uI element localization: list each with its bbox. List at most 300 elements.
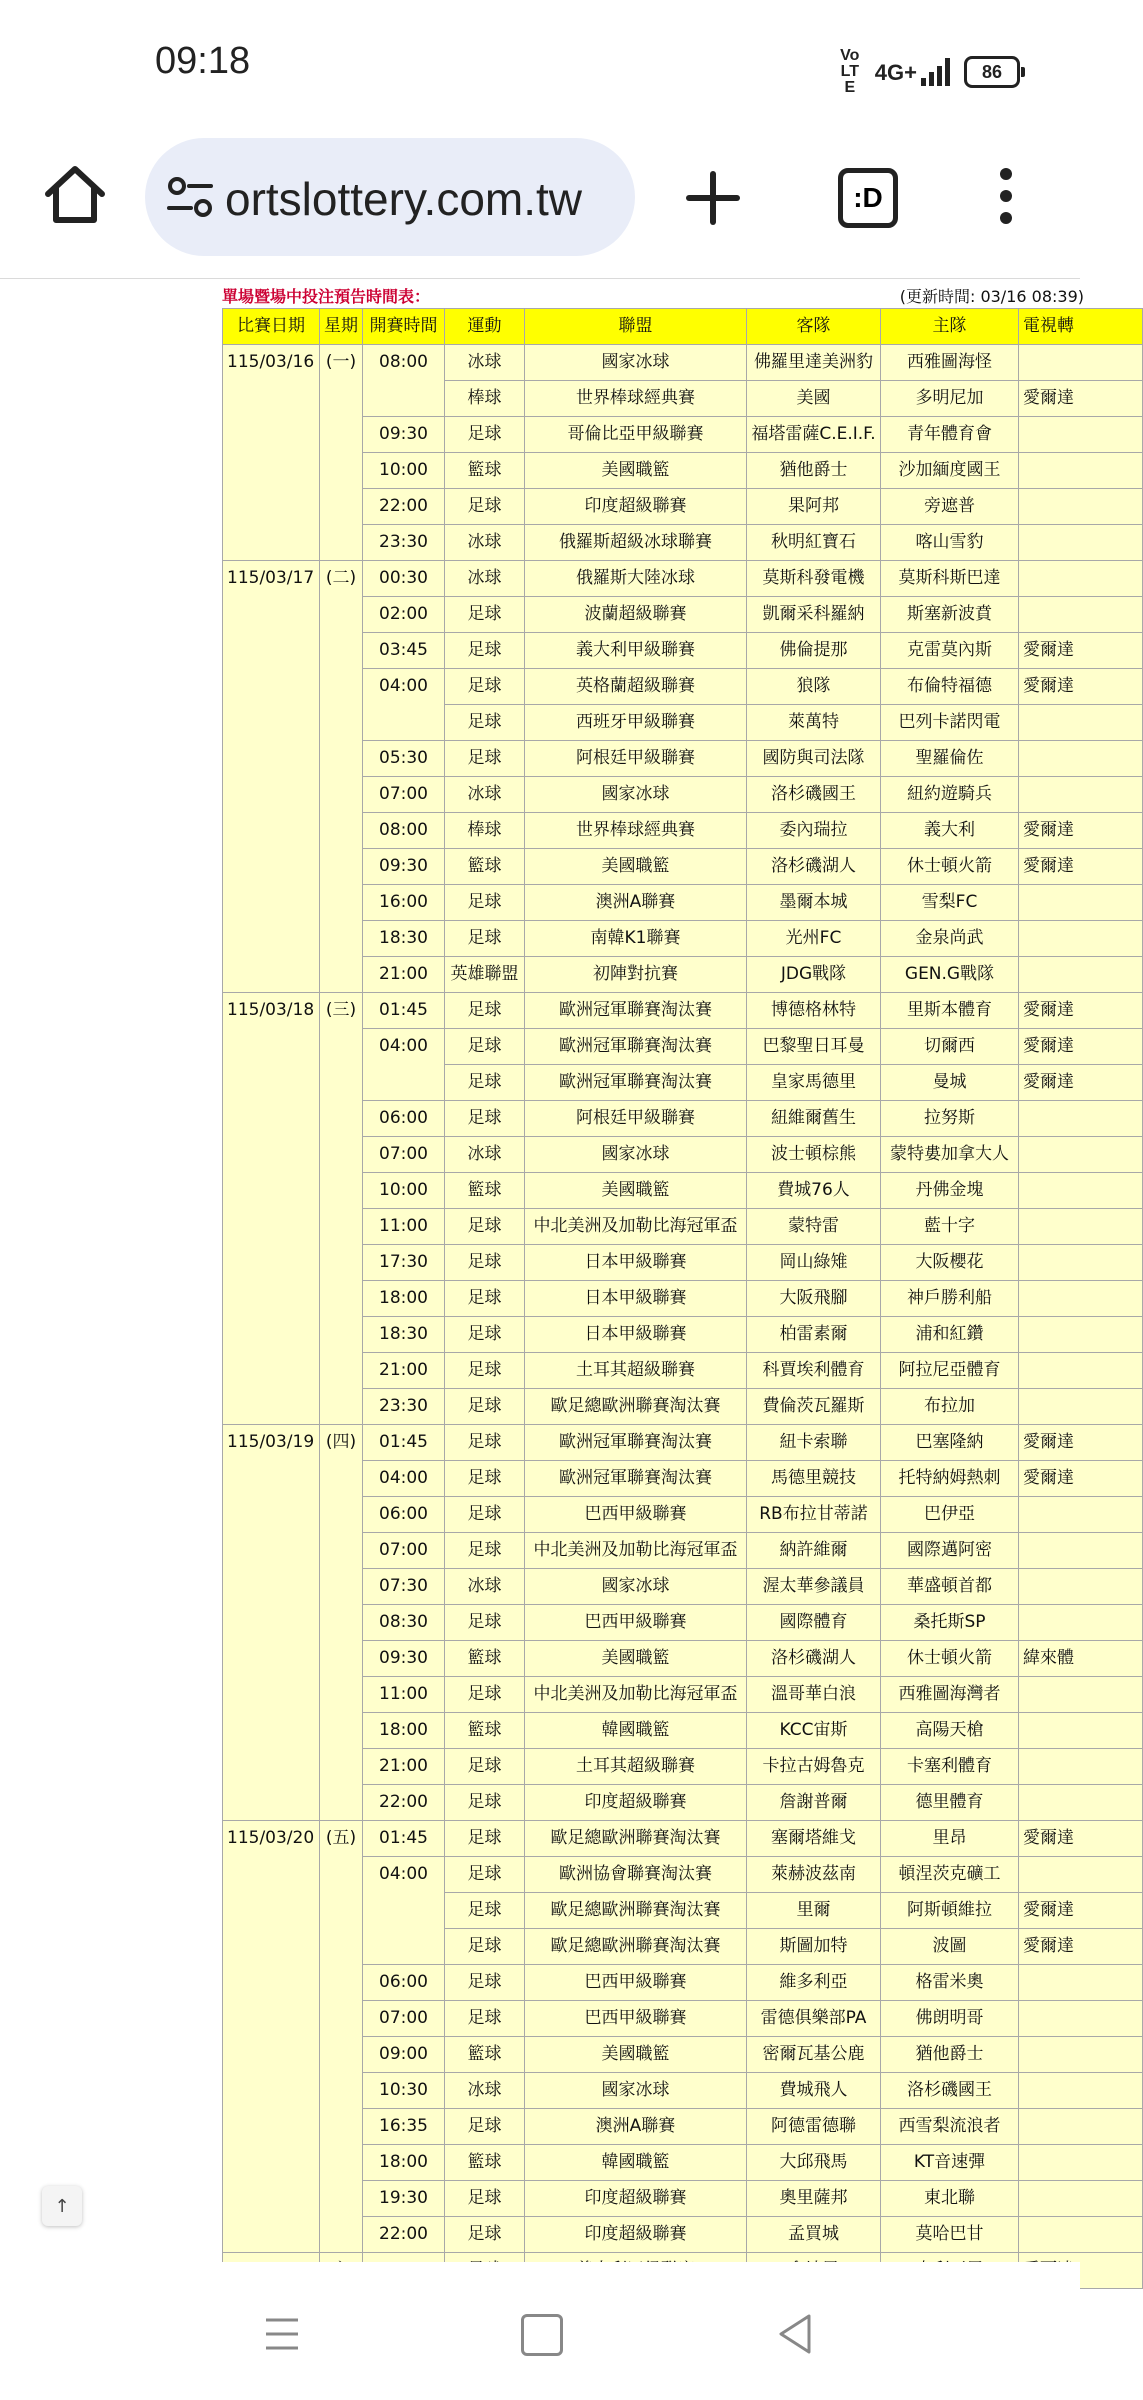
header-league: 聯盟 [525,309,747,345]
league-cell: 美國職籃 [525,849,747,885]
home-team-cell: 義大利 [881,813,1019,849]
league-cell: 國家冰球 [525,777,747,813]
home-team-cell: 切爾西 [881,1029,1019,1065]
league-cell: 美國職籃 [525,453,747,489]
time-cell: 08:00 [363,813,445,849]
header-date: 比賽日期 [223,309,320,345]
away-team-cell: 紐卡索聯 [747,1425,881,1461]
league-cell: 歐洲冠軍聯賽淘汰賽 [525,1065,747,1101]
sport-cell: 足球 [445,1965,525,2001]
league-cell: 初陣對抗賽 [525,957,747,993]
away-team-cell: 美國 [747,381,881,417]
date-cell: 115/03/16 [223,345,320,561]
time-cell: 10:00 [363,1173,445,1209]
away-team-cell: 凱爾采科羅納 [747,597,881,633]
time-cell: 18:00 [363,2145,445,2181]
scroll-to-top-button[interactable]: ↑ [42,2186,82,2226]
sport-cell: 足球 [445,1461,525,1497]
league-cell: 印度超級聯賽 [525,489,747,525]
away-team-cell: 秋明紅寶石 [747,525,881,561]
sport-cell: 足球 [445,1497,525,1533]
league-cell: 土耳其超級聯賽 [525,1353,747,1389]
home-team-cell: 多明尼加 [881,381,1019,417]
sport-cell: 足球 [445,1209,525,1245]
tv-cell: 愛爾達 [1019,381,1143,417]
home-team-cell: 桑托斯SP [881,1605,1019,1641]
sport-cell: 籃球 [445,1641,525,1677]
away-team-cell: 紐維爾舊生 [747,1101,881,1137]
home-team-cell: 托特納姆熱刺 [881,1461,1019,1497]
away-team-cell: 溫哥華白浪 [747,1677,881,1713]
sport-cell: 足球 [445,1821,525,1857]
time-cell: 06:00 [363,1101,445,1137]
volte-icon: Vo LTE [840,47,860,96]
away-team-cell: 維多利亞 [747,1965,881,2001]
away-team-cell: 國防與司法隊 [747,741,881,777]
home-team-cell: 青年體育會 [881,417,1019,453]
sport-cell: 足球 [445,1317,525,1353]
away-team-cell: 納許維爾 [747,1533,881,1569]
time-cell: 22:00 [363,2217,445,2253]
home-team-cell: 布倫特福德 [881,669,1019,705]
tv-cell: 愛爾達 [1019,1893,1143,1929]
time-cell: 19:30 [363,2181,445,2217]
league-cell: 土耳其超級聯賽 [525,1749,747,1785]
home-team-cell: 波圖 [881,1929,1019,1965]
sport-cell: 籃球 [445,1713,525,1749]
away-team-cell: 洛杉磯湖人 [747,849,881,885]
league-cell: 世界棒球經典賽 [525,381,747,417]
home-team-cell: 東北聯 [881,2181,1019,2217]
league-cell: 歐洲協會聯賽淘汰賽 [525,1857,747,1893]
sport-cell: 籃球 [445,2145,525,2181]
tv-cell: 愛爾達 [1019,993,1143,1029]
league-cell: 波蘭超級聯賽 [525,597,747,633]
away-team-cell: 佛羅里達美洲豹 [747,345,881,381]
time-cell: 10:00 [363,453,445,489]
away-team-cell: 委內瑞拉 [747,813,881,849]
sport-cell: 足球 [445,885,525,921]
league-cell: 義大利甲級聯賽 [525,633,747,669]
sport-cell: 足球 [445,2181,525,2217]
tv-cell: 愛爾達 [1019,1029,1143,1065]
schedule-table [222,308,1143,2289]
league-cell: 印度超級聯賽 [525,2181,747,2217]
sport-cell: 籃球 [445,1173,525,1209]
sport-cell: 籃球 [445,2037,525,2073]
league-cell: 哥倫比亞甲級聯賽 [525,417,747,453]
league-cell: 歐足總歐洲聯賽淘汰賽 [525,1389,747,1425]
tv-cell [1019,1857,1143,1893]
tv-cell [1019,597,1143,633]
time-cell: 09:30 [363,849,445,885]
away-team-cell: 詹謝普爾 [747,1785,881,1821]
home-team-cell: 丹佛金塊 [881,1173,1019,1209]
tv-cell [1019,1101,1143,1137]
away-team-cell: 萊赫波茲南 [747,1857,881,1893]
league-cell: 澳洲A聯賽 [525,885,747,921]
time-cell: 11:00 [363,1677,445,1713]
network-type: 4G+ [874,60,917,85]
tv-cell: 愛爾達 [1019,1065,1143,1101]
away-team-cell: 洛杉磯國王 [747,777,881,813]
sport-cell: 足球 [445,2217,525,2253]
tv-cell [1019,885,1143,921]
away-team-cell: 奧里薩邦 [747,2181,881,2217]
header-home: 主隊 [881,309,1019,345]
date-cell: 115/03/17 [223,561,320,993]
away-team-cell: 皇家馬德里 [747,1065,881,1101]
sport-cell: 棒球 [445,813,525,849]
time-cell: 05:30 [363,741,445,777]
home-team-cell: 阿斯頓維拉 [881,1893,1019,1929]
sport-cell: 冰球 [445,777,525,813]
league-cell: 國家冰球 [525,1569,747,1605]
battery-level: 86 [981,61,1003,82]
home-team-cell: 布拉加 [881,1389,1019,1425]
away-team-cell: 國際體育 [747,1605,881,1641]
time-cell: 09:30 [363,417,445,453]
tv-cell [1019,1605,1143,1641]
time-cell: 16:00 [363,885,445,921]
away-team-cell: 果阿邦 [747,489,881,525]
league-cell: 世界棒球經典賽 [525,813,747,849]
home-team-cell: 藍十字 [881,1209,1019,1245]
league-cell: 澳洲A聯賽 [525,2109,747,2145]
tv-cell: 愛爾達 [1019,1821,1143,1857]
sport-cell: 冰球 [445,345,525,381]
sport-cell: 足球 [445,1749,525,1785]
home-team-cell: 德里體育 [881,1785,1019,1821]
sport-cell: 足球 [445,489,525,525]
sport-cell: 英雄聯盟 [445,957,525,993]
sport-cell: 足球 [445,993,525,1029]
time-cell: 01:45 [363,993,445,1029]
away-team-cell: 岡山綠雉 [747,1245,881,1281]
time-cell: 07:30 [363,1569,445,1605]
sport-cell: 足球 [445,669,525,705]
time-cell: 09:00 [363,2037,445,2073]
sport-cell: 足球 [445,921,525,957]
away-team-cell: JDG戰隊 [747,957,881,993]
time-cell: 10:30 [363,2073,445,2109]
time-cell: 00:30 [363,561,445,597]
away-team-cell: 渥太華參議員 [747,1569,881,1605]
away-team-cell: 莫斯科發電機 [747,561,881,597]
header-away: 客隊 [747,309,881,345]
tv-cell [1019,525,1143,561]
home-team-cell: 休士頓火箭 [881,849,1019,885]
league-cell: 歐洲冠軍聯賽淘汰賽 [525,1425,747,1461]
league-cell: 阿根廷甲級聯賽 [525,741,747,777]
sport-cell: 足球 [445,1425,525,1461]
tv-cell: 愛爾達 [1019,633,1143,669]
away-team-cell: 狼隊 [747,669,881,705]
tv-cell [1019,705,1143,741]
league-cell: 阿根廷甲級聯賽 [525,1101,747,1137]
time-cell: 23:30 [363,1389,445,1425]
sport-cell: 足球 [445,1245,525,1281]
away-team-cell: 斯圖加特 [747,1929,881,1965]
home-team-cell: 拉努斯 [881,1101,1019,1137]
home-team-cell: 巴塞隆納 [881,1425,1019,1461]
away-team-cell: 萊萬特 [747,705,881,741]
away-team-cell: 密爾瓦基公鹿 [747,2037,881,2073]
tv-cell [1019,1785,1143,1821]
time-cell: 11:00 [363,1209,445,1245]
home-team-cell: 里昂 [881,1821,1019,1857]
recent-apps-icon[interactable] [262,2314,302,2354]
sport-cell: 足球 [445,741,525,777]
time-cell: 18:00 [363,1713,445,1749]
home-team-cell: 神戶勝利船 [881,1281,1019,1317]
away-team-cell: KCC宙斯 [747,1713,881,1749]
table-row [223,345,1143,381]
tv-cell: 愛爾達 [1019,849,1143,885]
day-cell: (三) [320,993,363,1425]
schedule-body [223,345,1143,2289]
day-cell: (一) [320,345,363,561]
nav-home-icon[interactable] [521,2314,563,2356]
tab-switcher-button[interactable]: :D [838,168,898,228]
home-team-cell: 里斯本體育 [881,993,1019,1029]
day-cell: (四) [320,1425,363,1821]
away-team-cell: 費城飛人 [747,2073,881,2109]
home-team-cell: 格雷米奧 [881,1965,1019,2001]
time-cell: 04:00 [363,1461,445,1497]
home-team-cell: 紐約遊騎兵 [881,777,1019,813]
away-team-cell: 蒙特雷 [747,1209,881,1245]
time-cell: 22:00 [363,1785,445,1821]
league-cell: 國家冰球 [525,345,747,381]
tv-cell [1019,2073,1143,2109]
away-team-cell: 大邱飛馬 [747,2145,881,2181]
header-time: 開賽時間 [363,309,445,345]
date-cell: 115/03/19 [223,1425,320,1821]
time-cell: 21:00 [363,1353,445,1389]
table-row [223,1821,1143,1857]
tv-cell [1019,2217,1143,2253]
time-cell: 02:00 [363,597,445,633]
table-header-row [223,309,1143,345]
sport-cell: 足球 [445,1929,525,1965]
sport-cell: 足球 [445,705,525,741]
sport-cell: 足球 [445,1101,525,1137]
page-header [222,284,1082,306]
away-team-cell: 福塔雷薩C.E.I.F. [747,417,881,453]
time-cell: 22:00 [363,489,445,525]
league-cell: 中北美洲及加勒比海冠軍盃 [525,1533,747,1569]
league-cell: 日本甲級聯賽 [525,1245,747,1281]
sport-cell: 足球 [445,633,525,669]
time-cell: 07:00 [363,1533,445,1569]
away-team-cell: RB布拉甘蒂諾 [747,1497,881,1533]
league-cell: 歐足總歐洲聯賽淘汰賽 [525,1893,747,1929]
league-cell: 歐洲冠軍聯賽淘汰賽 [525,993,747,1029]
league-cell: 韓國職籃 [525,2145,747,2181]
league-cell: 巴西甲級聯賽 [525,1605,747,1641]
time-cell: 01:45 [363,1821,445,1857]
time-cell: 21:00 [363,957,445,993]
home-team-cell: 巴伊亞 [881,1497,1019,1533]
league-cell: 西班牙甲級聯賽 [525,705,747,741]
sport-cell: 足球 [445,1857,525,1893]
time-cell: 18:30 [363,921,445,957]
league-cell: 國家冰球 [525,1137,747,1173]
sport-cell: 足球 [445,417,525,453]
tv-cell: 愛爾達 [1019,669,1143,705]
sport-cell: 足球 [445,1605,525,1641]
home-team-cell: 西雪梨流浪者 [881,2109,1019,2145]
tv-cell [1019,1533,1143,1569]
league-cell: 美國職籃 [525,2037,747,2073]
table-row [223,561,1143,597]
tv-cell [1019,1209,1143,1245]
tv-cell [1019,2037,1143,2073]
tv-cell [1019,1317,1143,1353]
sport-cell: 足球 [445,1029,525,1065]
home-team-cell: 國際邁阿密 [881,1533,1019,1569]
status-time: 09:18 [155,40,251,82]
away-team-cell: 大阪飛腳 [747,1281,881,1317]
away-team-cell: 科賈埃利體育 [747,1353,881,1389]
time-cell: 08:30 [363,1605,445,1641]
away-team-cell: 佛倫提那 [747,633,881,669]
sport-cell: 冰球 [445,2073,525,2109]
date-cell: 115/03/20 [223,1821,320,2253]
away-team-cell: 塞爾塔維戈 [747,1821,881,1857]
sport-cell: 足球 [445,1677,525,1713]
back-icon[interactable] [775,2312,815,2356]
system-nav-bar [0,2262,1080,2400]
table-row [223,1425,1143,1461]
home-team-cell: 西雅圖海怪 [881,345,1019,381]
league-cell: 南韓K1聯賽 [525,921,747,957]
time-cell: 03:45 [363,633,445,669]
league-cell: 巴西甲級聯賽 [525,2001,747,2037]
tv-cell [1019,1245,1143,1281]
home-team-cell: 高陽天槍 [881,1713,1019,1749]
sport-cell: 籃球 [445,849,525,885]
away-team-cell: 光州FC [747,921,881,957]
home-team-cell: 猶他爵士 [881,2037,1019,2073]
tv-cell: 愛爾達 [1019,1929,1143,1965]
sport-cell: 足球 [445,597,525,633]
home-team-cell: 聖羅倫佐 [881,741,1019,777]
time-cell: 04:00 [363,1029,445,1101]
day-cell: (二) [320,561,363,993]
home-team-cell: 喀山雪豹 [881,525,1019,561]
time-cell: 17:30 [363,1245,445,1281]
sport-cell: 足球 [445,2109,525,2145]
home-team-cell: 金泉尚武 [881,921,1019,957]
tv-cell [1019,1965,1143,2001]
home-team-cell: 華盛頓首都 [881,1569,1019,1605]
away-team-cell: 阿德雷德聯 [747,2109,881,2145]
away-team-cell: 馬德里競技 [747,1461,881,1497]
tv-cell [1019,561,1143,597]
tv-cell [1019,1713,1143,1749]
league-cell: 國家冰球 [525,2073,747,2109]
tv-cell [1019,2109,1143,2145]
tv-cell [1019,1497,1143,1533]
time-cell: 18:30 [363,1317,445,1353]
time-cell: 23:30 [363,525,445,561]
time-cell: 06:00 [363,1965,445,2001]
tv-cell [1019,417,1143,453]
url-text[interactable]: ortslottery.com.tw [225,173,582,225]
home-team-cell: 旁遮普 [881,489,1019,525]
table-row [223,993,1143,1029]
time-cell: 16:35 [363,2109,445,2145]
sport-cell: 足球 [445,2001,525,2037]
away-team-cell: 柏雷素爾 [747,1317,881,1353]
tv-cell: 愛爾達 [1019,1461,1143,1497]
tv-cell [1019,453,1143,489]
away-team-cell: 巴黎聖日耳曼 [747,1029,881,1065]
home-team-cell: 佛朗明哥 [881,2001,1019,2037]
header-tv: 電視轉 [1019,309,1143,345]
tv-cell [1019,1677,1143,1713]
tv-cell: 愛爾達 [1019,813,1143,849]
time-cell: 21:00 [363,1749,445,1785]
tv-cell [1019,1569,1143,1605]
away-team-cell: 孟買城 [747,2217,881,2253]
tv-cell [1019,1749,1143,1785]
tv-cell [1019,741,1143,777]
league-cell: 中北美洲及加勒比海冠軍盃 [525,1209,747,1245]
time-cell: 07:00 [363,777,445,813]
day-cell: (五) [320,1821,363,2253]
tv-cell [1019,1353,1143,1389]
tv-cell [1019,2145,1143,2181]
sport-cell: 足球 [445,1389,525,1425]
sport-cell: 冰球 [445,525,525,561]
league-cell: 韓國職籃 [525,1713,747,1749]
league-cell: 歐足總歐洲聯賽淘汰賽 [525,1929,747,1965]
time-cell: 08:00 [363,345,445,417]
sport-cell: 足球 [445,1785,525,1821]
home-team-cell: 曼城 [881,1065,1019,1101]
league-cell: 俄羅斯超級冰球聯賽 [525,525,747,561]
away-team-cell: 猶他爵士 [747,453,881,489]
time-cell: 09:30 [363,1641,445,1677]
tv-cell [1019,2001,1143,2037]
date-cell: 115/03/18 [223,993,320,1425]
header-sport: 運動 [445,309,525,345]
away-team-cell: 雷德俱樂部PA [747,2001,881,2037]
tv-cell [1019,2181,1143,2217]
sport-cell: 冰球 [445,1137,525,1173]
page-title: 單場暨場中投注預告時間表： [222,287,431,306]
away-team-cell: 博德格林特 [747,993,881,1029]
sport-cell: 足球 [445,1533,525,1569]
league-cell: 歐洲冠軍聯賽淘汰賽 [525,1461,747,1497]
league-cell: 歐洲冠軍聯賽淘汰賽 [525,1029,747,1065]
league-cell: 美國職籃 [525,1641,747,1677]
tv-cell [1019,957,1143,993]
away-team-cell: 費城76人 [747,1173,881,1209]
home-team-cell: 克雷莫內斯 [881,633,1019,669]
home-team-cell: 卡塞利體育 [881,1749,1019,1785]
home-team-cell: 雪梨FC [881,885,1019,921]
away-team-cell: 墨爾本城 [747,885,881,921]
league-cell: 印度超級聯賽 [525,2217,747,2253]
sport-cell: 籃球 [445,453,525,489]
home-team-cell: 蒙特婁加拿大人 [881,1137,1019,1173]
tv-cell: 愛爾達 [1019,1425,1143,1461]
away-team-cell: 里爾 [747,1893,881,1929]
